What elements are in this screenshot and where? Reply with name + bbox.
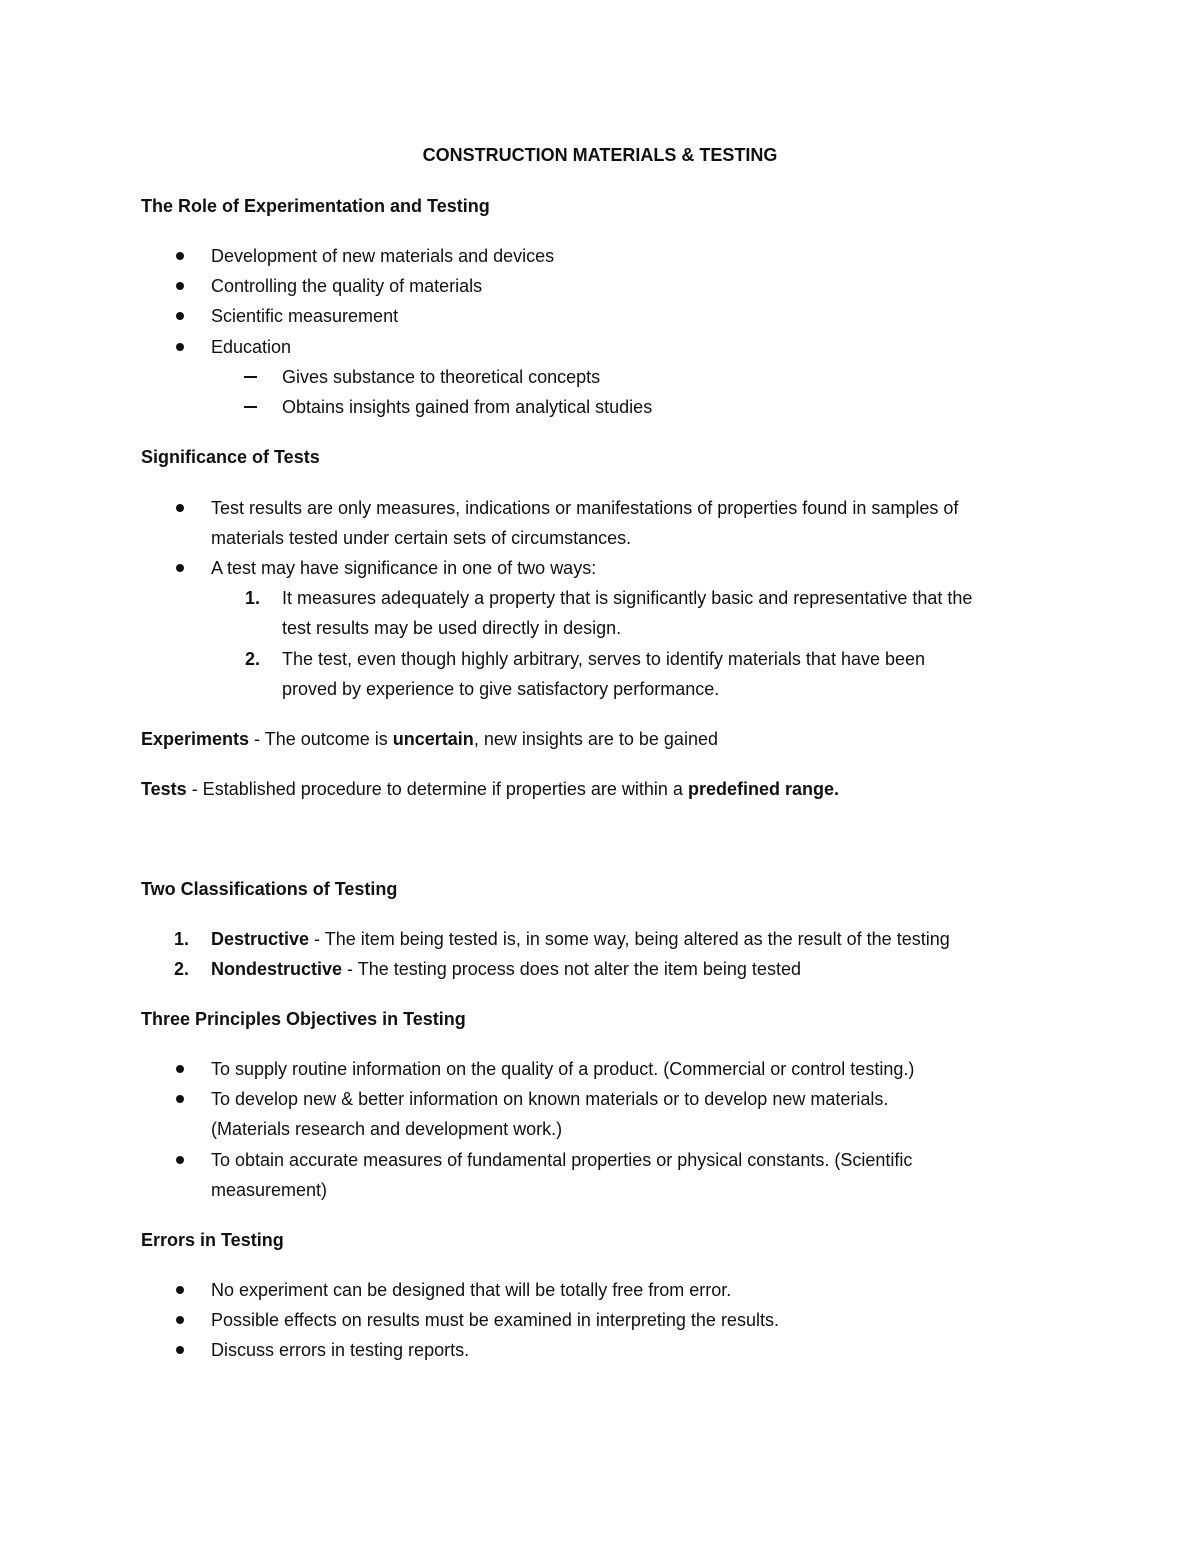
list-item: To obtain accurate measures of fundamental properties or physical constants. (Scientific [211,1150,913,1170]
section-heading-significance: Significance of Tests [141,447,320,467]
dash-icon [244,376,257,378]
definition-emphasis: uncertain [392,729,474,749]
classification-term: Nondestructive [211,959,343,979]
list-item-continuation: measurement) [211,1180,328,1200]
bullet-icon [176,564,184,572]
document-title: CONSTRUCTION MATERIALS & TESTING [422,145,778,165]
classification-text: - The testing process does not alter the item being tested [342,959,801,979]
list-number: 1. [245,588,261,608]
bullet-icon [176,312,184,320]
list-item: Test results are only measures, indications or manifestations of properties found in samples of [211,498,959,518]
bullet-icon [176,1346,184,1354]
numbered-item [211,927,950,951]
numbered-item: The test, even though highly arbitrary, serves to identify materials that have been [282,649,926,669]
list-item: Possible effects on results must be examined in interpreting the results. [211,1310,779,1330]
sub-list-item: Obtains insights gained from analytical studies [282,397,653,417]
list-item-continuation: (Materials research and development work.) [211,1119,563,1139]
list-number: 2. [174,959,190,979]
numbered-item-continuation: proved by experience to give satisfactory performance. [282,679,720,699]
list-number: 2. [245,649,261,669]
bullet-icon [176,1316,184,1324]
definition-text: , new insights are to be gained [473,729,718,749]
definition-emphasis: predefined range. [687,779,839,799]
classification-term: Destructive [211,929,310,949]
tests-definition [141,777,839,801]
list-item: Education [211,337,292,357]
classification-text: - The item being tested is, in some way, being altered as the result of the testing [309,929,950,949]
numbered-item [211,957,801,981]
bullet-icon [176,343,184,351]
bullet-icon [176,1095,184,1103]
bullet-icon [176,282,184,290]
section-heading-objectives: Three Principles Objectives in Testing [141,1009,466,1029]
list-item: No experiment can be designed that will be totally free from error. [211,1280,732,1300]
definition-term: Tests [141,779,187,799]
section-heading-classifications: Two Classifications of Testing [141,879,398,899]
bullet-icon [176,504,184,512]
definition-text: - The outcome is [249,729,393,749]
list-number: 1. [174,929,190,949]
list-item: To supply routine information on the quality of a product. (Commercial or control testing.) [211,1059,915,1079]
experiments-definition [141,727,718,751]
numbered-item: It measures adequately a property that is significantly basic and representative that the [282,588,973,608]
sub-list-item: Gives substance to theoretical concepts [282,367,601,387]
list-item: Scientific measurement [211,306,399,326]
list-item: Discuss errors in testing reports. [211,1340,470,1360]
definition-term: Experiments [141,729,250,749]
bullet-icon [176,1286,184,1294]
bullet-icon [176,1065,184,1073]
numbered-item-continuation: test results may be used directly in design. [282,618,622,638]
definition-text: - Established procedure to determine if properties are within a [186,779,688,799]
list-item: A test may have significance in one of two ways: [211,558,597,578]
list-item: Development of new materials and devices [211,246,555,266]
bullet-icon [176,1156,184,1164]
bullet-icon [176,252,184,260]
dash-icon [244,406,257,408]
section-heading-role: The Role of Experimentation and Testing [141,196,490,216]
list-item: Controlling the quality of materials [211,276,483,296]
list-item: To develop new & better information on known materials or to develop new materials. [211,1089,889,1109]
section-heading-errors: Errors in Testing [141,1230,284,1250]
list-item-continuation: materials tested under certain sets of circumstances. [211,528,632,548]
